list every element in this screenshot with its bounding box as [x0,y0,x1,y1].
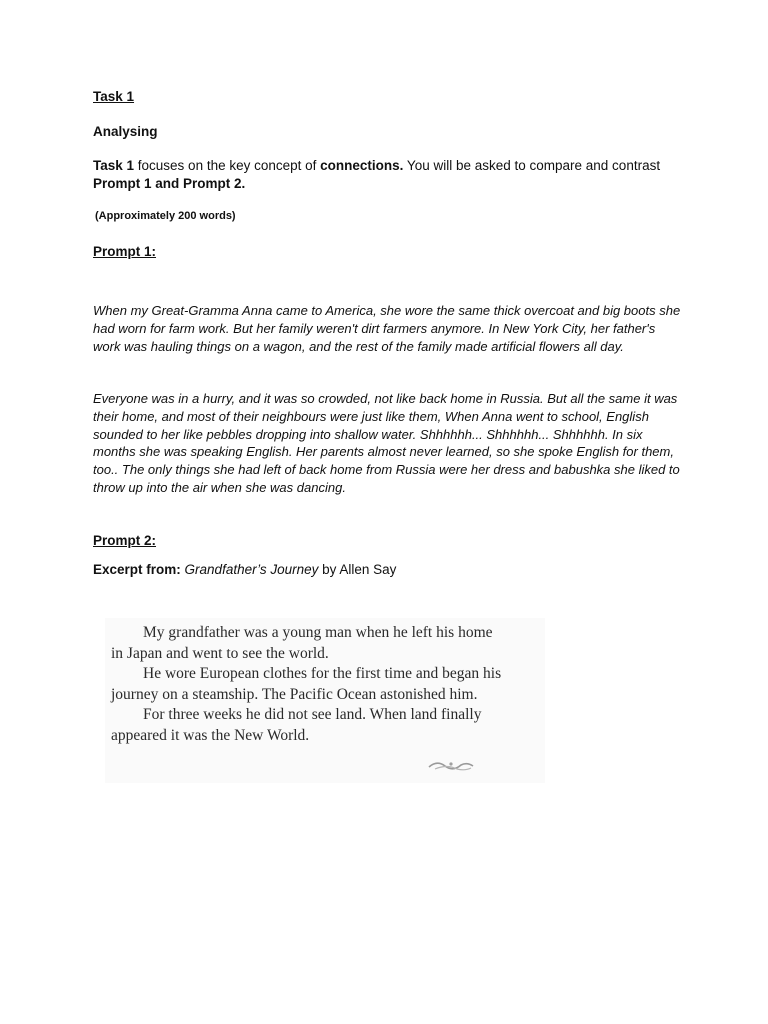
word-count-note: (Approximately 200 words) [95,210,236,222]
prompt2-label: Prompt 2: [93,533,157,548]
intro-task-label: Task 1 [93,158,135,173]
prompt1-paragraph-2: Everyone was in a hurry, and it was so crowded, not like back home in Russia. But all the same it was their home, and most of their neighbours were just like them, When Anna went to school, English sounded to her like pebbles dropping into shallow water. Shhhhhh... Shhhhhh... Shhhhhh. In six months she was speaking English. Her parents almost never learned, so she spoke English for them, too.. The only things she had left of back home from Russia were her dress and babushka she liked to throw up into the air when she was dancing. [93,391,680,495]
intro-text-1: focuses on the key concept of [134,158,321,173]
scan-line: appeared it was the New World. [111,727,310,744]
scanned-excerpt-image [105,618,545,783]
scan-line: journey on a steamship. The Pacific Ocean astonished him. [111,686,478,703]
intro-prompts: Prompt 1 and Prompt 2. [93,176,246,191]
ornament-icon [427,758,475,772]
prompt1-paragraph-1: When my Great-Gramma Anna came to America, she wore the same thick overcoat and big boots she had worn for farm work. But her family weren't dirt farmers anymore. In New York City, her father's work was hauling things on a wagon, and the rest of the family made artificial flowers all day. [93,303,681,354]
intro-text-2: You will be asked to compare and contrast [403,158,661,173]
scan-line: For three weeks he did not see land. When land finally [143,706,482,723]
scan-line: in Japan and went to see the world. [111,645,329,662]
scan-line: My grandfather was a young man when he left his home [143,624,493,641]
scan-line: He wore European clothes for the first time and began his [143,665,502,682]
section-heading: Analysing [93,124,158,139]
excerpt-title: Grandfather’s Journey [184,562,319,577]
intro-connections: connections. [320,158,404,173]
prompt1-label: Prompt 1: [93,244,157,259]
task-heading: Task 1 [93,89,135,104]
task-intro [93,157,693,193]
excerpt-prefix: Excerpt from: [93,562,181,577]
excerpt-author: by Allen Say [318,562,397,577]
excerpt-source [93,562,396,577]
